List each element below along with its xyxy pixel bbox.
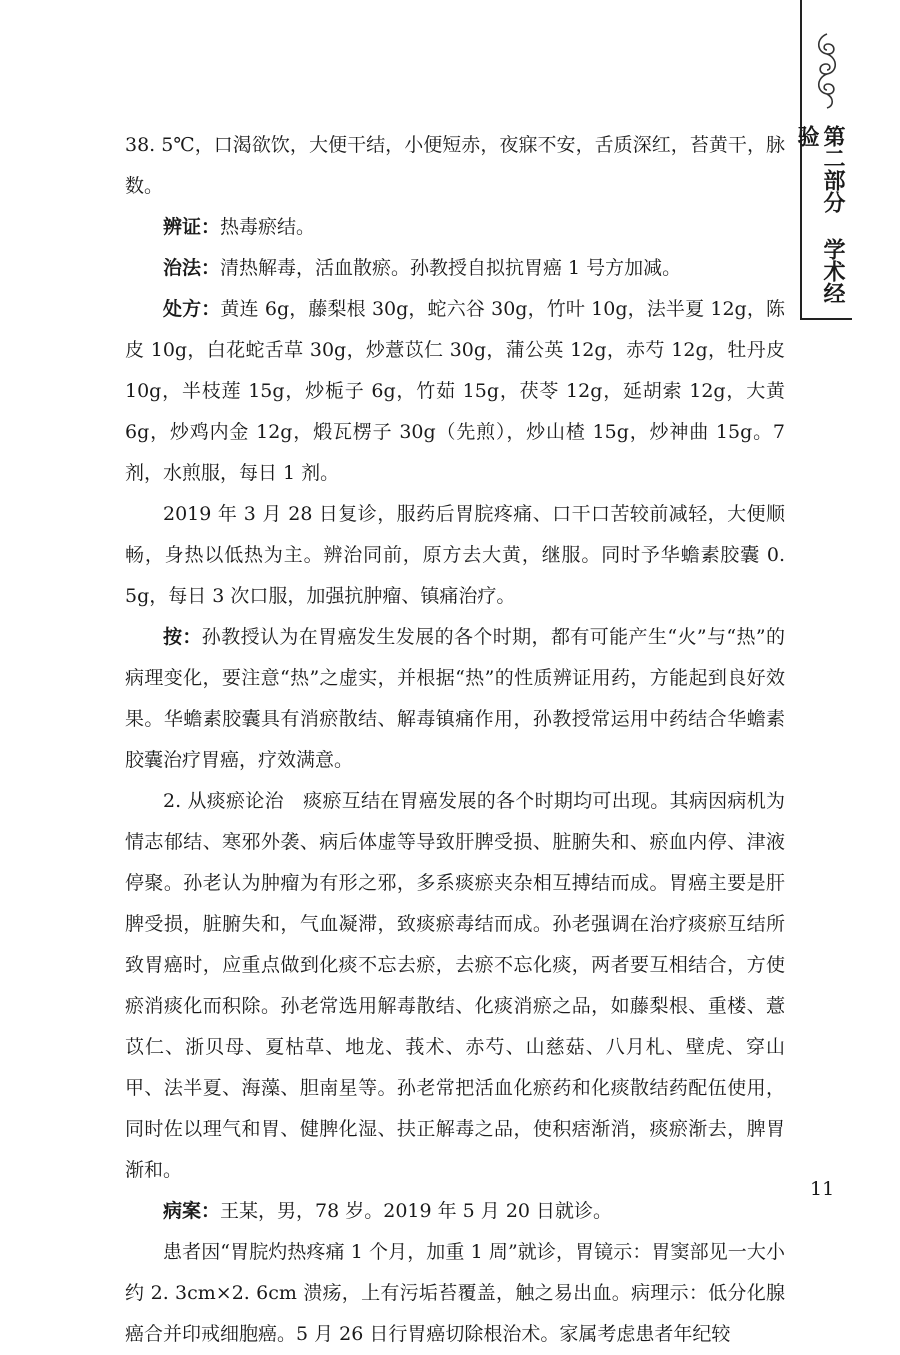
paragraph [125, 248, 785, 289]
paragraph-text: 黄连 6g，藤梨根 30g，蛇六谷 30g，竹叶 10g，法半夏 12g，陈皮 10g，白花蛇舌草 30g，炒薏苡仁 30g，蒲公英 12g，赤芍 12g，牡丹皮 10g，半枝莲 15g，炒栀子 6g，竹茹 15g，茯苓 12g，延胡索 12g，大黄 6g，炒鸡内金 12g，煅瓦楞子 30g（先煎），炒山楂 15g，炒神曲 15g。7 剂，水煎服，每日 1 剂。 [125, 298, 785, 484]
paragraph [125, 289, 785, 494]
paragraph [125, 207, 785, 248]
paragraph-text: 王某，男，78 岁。2019 年 5 月 20 日就诊。 [220, 1200, 613, 1222]
section-title: 第二部分 学术经验 [794, 125, 845, 304]
paragraph-label: 辨证： [163, 216, 221, 238]
paragraph [125, 494, 785, 617]
paragraph-text: 孙教授认为在胃癌发生发展的各个时期，都有可能产生“火”与“热”的病理变化，要注意“热”之虚实，并根据“热”的性质辨证用药，方能起到良好效果。华蟾素胶囊具有消瘀散结、解毒镇痛作用，孙教授常运用中药结合华蟾素胶囊治疗胃癌，疗效满意。 [125, 626, 785, 771]
paragraph [125, 1191, 785, 1232]
paragraph [125, 781, 785, 1191]
paragraph-text: 患者因“胃脘灼热疼痛 1 个月，加重 1 周”就诊，胃镜示：胃窦部见一大小约 2. 3cm×2. 6cm 溃疡，上有污垢苔覆盖，触之易出血。病理示：低分化腺癌合并印戒细胞癌。5 月 26 日行胃癌切除根治术。家属考虑患者年纪较 [125, 1241, 785, 1345]
paragraph-text: 38. 5℃，口渴欲饮，大便干结，小便短赤，夜寐不安，舌质深红，苔黄干，脉数。 [125, 134, 785, 197]
paragraph-text: 热毒瘀结。 [220, 216, 316, 238]
page-number: 11 [810, 1178, 835, 1200]
paragraph-text: 2019 年 3 月 28 日复诊，服药后胃脘疼痛、口干口苦较前减轻，大便顺畅，身热以低热为主。辨治同前，原方去大黄，继服。同时予华蟾素胶囊 0. 5g，每日 3 次口服，加强抗肿瘤、镇痛治疗。 [125, 503, 785, 607]
paragraph-label: 按： [163, 626, 202, 648]
paragraph [125, 125, 785, 207]
paragraph-text: 清热解毒，活血散瘀。孙教授自拟抗胃癌 1 号方加减。 [220, 257, 682, 279]
paragraph-text: 2. 从痰瘀论治 痰瘀互结在胃癌发展的各个时期均可出现。其病因病机为情志郁结、寒邪外袭、病后体虚等导致肝脾受损、脏腑失和、瘀血内停、津液停聚。孙老认为肿瘤为有形之邪，多系痰瘀夹杂相互搏结而成。胃癌主要是肝脾受损，脏腑失和，气血凝滞，致痰瘀毒结而成。孙老强调在治疗痰瘀互结所致胃癌时，应重点做到化痰不忘去瘀，去瘀不忘化痰，两者要互相结合，方使瘀消痰化而积除。孙老常选用解毒散结、化痰消瘀之品，如藤梨根、重楼、薏苡仁、浙贝母、夏枯草、地龙、莪术、赤芍、山慈菇、八月札、壁虎、穿山甲、法半夏、海藻、胆南星等。孙老常把活血化瘀药和化痰散结药配伍使用，同时佐以理气和胃、健脾化湿、扶正解毒之品，使积痞渐消，痰瘀渐去，脾胃渐和。 [125, 790, 785, 1181]
paragraph-label: 处方： [163, 298, 221, 320]
section-tab [794, 0, 852, 320]
body-text [125, 125, 785, 1355]
paragraph-label: 治法： [163, 257, 221, 279]
paragraph [125, 1232, 785, 1355]
paragraph [125, 617, 785, 781]
scroll-ornament-icon [808, 30, 846, 110]
paragraph-label: 病案： [163, 1200, 221, 1222]
